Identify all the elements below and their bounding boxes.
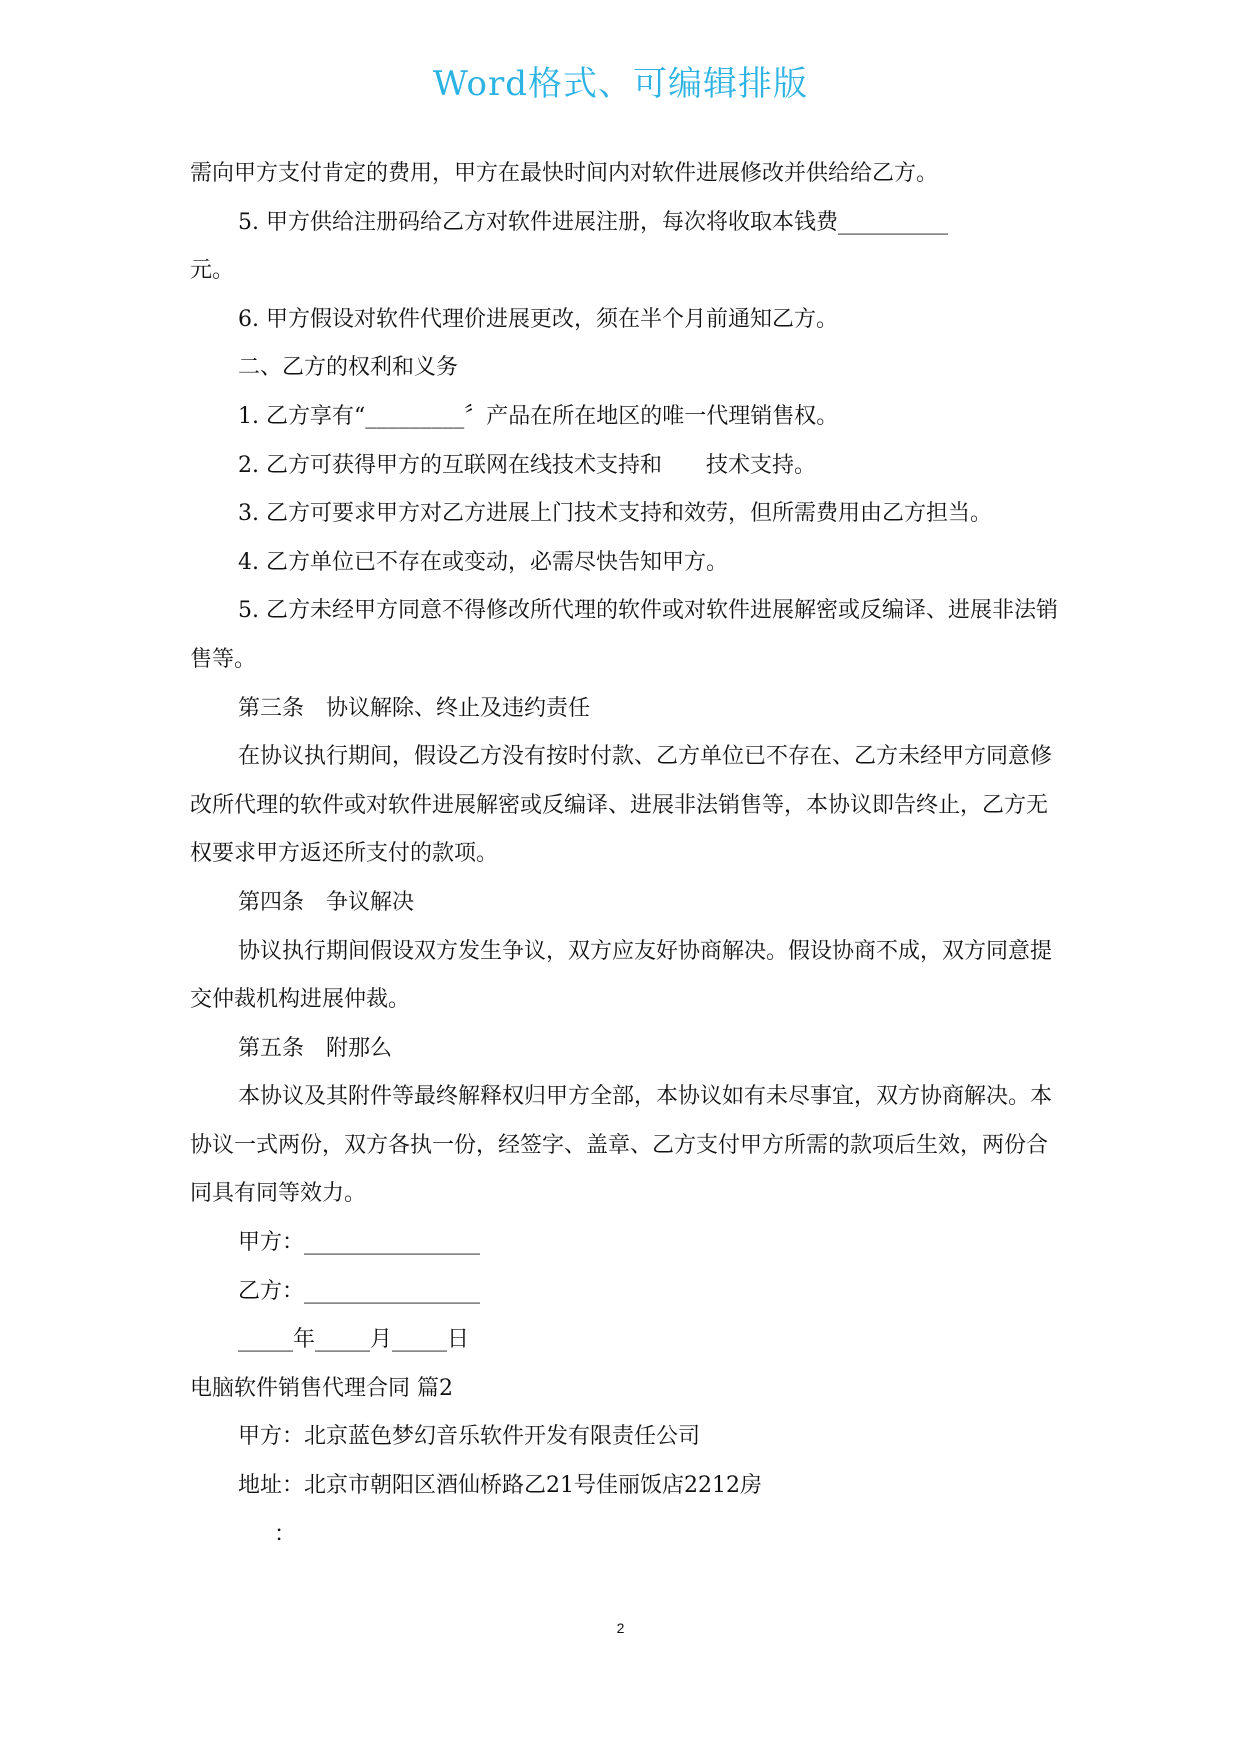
paragraph: 5. 甲方供给注册码给乙方对软件进展注册，每次将收取本钱费__________ [238,209,948,235]
document-body [190,150,1060,1559]
paragraph: 1. 乙方享有“_________〞产品在所在地区的唯一代理销售权。 [238,403,839,429]
article-heading: 第三条 协议解除、终止及违约责任 [238,695,591,721]
party-a-address: 地址：北京市朝阳区酒仙桥路乙21号佳丽饭店2212房 [238,1473,762,1499]
date-line: _____年_____月_____日 [238,1327,470,1353]
party-a-signature-line: 甲方：________________ [238,1230,481,1256]
article-heading: 第五条 附那么 [238,1035,393,1061]
paragraph: 6. 甲方假设对软件代理价进展更改，须在半个月前通知乙方。 [238,306,838,332]
party-b-signature-line: 乙方：________________ [238,1278,481,1304]
contract-title: 电脑软件销售代理合同 篇2 [190,1375,453,1401]
page-header-title: Word格式、可编辑排版 [432,64,809,104]
paragraph: 需向甲方支付肯定的费用，甲方在最快时间内对软件进展修改并供给给乙方。 [190,161,939,186]
party-a-name: 甲方：北京蓝色梦幻音乐软件开发有限责任公司 [238,1424,701,1450]
paragraph: 本协议及其附件等最终解释权归甲方全部，本协议如有未尽事宜，双方协商解决。本协议一式两份，双方各执一份，经签字、盖章、乙方支付甲方所需的款项后生效，两份合同具有同等效力。 [190,1084,1053,1207]
paragraph: 3. 乙方可要求甲方对乙方进展上门技术支持和效劳，但所需费用由乙方担当。 [238,501,992,527]
section-heading: 二、乙方的权利和义务 [238,355,459,381]
paragraph: 5. 乙方未经甲方同意不得修改所代理的软件或对软件进展解密或反编译、进展非法销售等。 [190,598,1058,672]
blank-field-line: ： [274,1521,297,1547]
paragraph: 元。 [190,258,235,284]
paragraph: 2. 乙方可获得甲方的互联网在线技术支持和 技术支持。 [238,452,816,478]
paragraph: 4. 乙方单位已不存在或变动，必需尽快告知甲方。 [238,549,728,575]
page-number: 2 [616,1620,625,1636]
article-heading: 第四条 争议解决 [238,889,415,915]
paragraph: 在协议执行期间，假设乙方没有按时付款、乙方单位已不存在、乙方未经甲方同意修改所代理的软件或对软件进展解密或反编译、进展非法销售等，本协议即告终止，乙方无权要求甲方返还所支付的款项。 [190,744,1053,867]
paragraph: 协议执行期间假设双方发生争议，双方应友好协商解决。假设协商不成，双方同意提交仲裁机构进展仲裁。 [190,938,1053,1013]
